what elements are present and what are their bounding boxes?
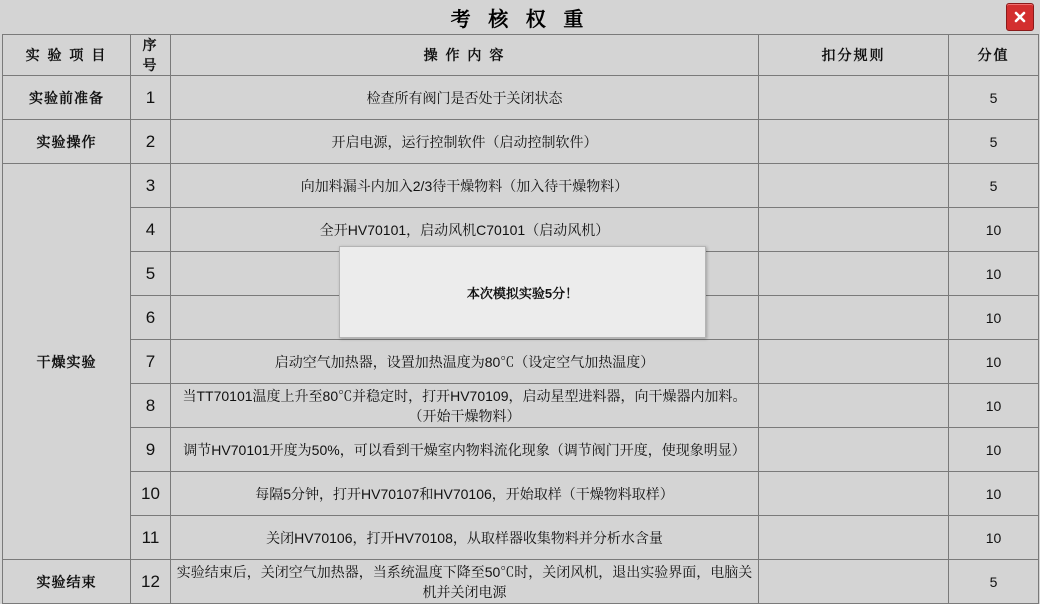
header-deduction-rule: 扣分规则: [759, 35, 949, 76]
cell-sequence: 4: [131, 208, 171, 252]
cell-sequence: 11: [131, 516, 171, 560]
header-experiment-item: 实 验 项 目: [3, 35, 131, 76]
close-icon: [1012, 9, 1028, 25]
cell-score: 10: [949, 384, 1039, 428]
cell-deduction: [759, 76, 949, 120]
cell-score: 10: [949, 296, 1039, 340]
cell-content: 启动空气加热器，设置加热温度为80℃（设定空气加热温度）: [171, 340, 759, 384]
cell-content: 每隔5分钟，打开HV70107和HV70106，开始取样（干燥物料取样）: [171, 472, 759, 516]
cell-sequence: 10: [131, 472, 171, 516]
cell-score: 5: [949, 120, 1039, 164]
dialog-message: 本次模拟实验5分！: [466, 285, 579, 301]
cell-score: 10: [949, 516, 1039, 560]
table-row: [3, 208, 1039, 252]
cell-score: 10: [949, 208, 1039, 252]
cell-score: 10: [949, 252, 1039, 296]
cell-content: 当TT70101温度上升至80℃并稳定时，打开HV70109，启动星型进料器，向干燥器内加料。（开始干燥物料）: [171, 384, 759, 428]
cell-sequence: 3: [131, 164, 171, 208]
close-button[interactable]: [1006, 3, 1034, 31]
cell-score: 10: [949, 472, 1039, 516]
cell-deduction: [759, 340, 949, 384]
cell-category: 干燥实验: [3, 164, 131, 560]
cell-score: 5: [949, 76, 1039, 120]
table-row: [3, 384, 1039, 428]
table-row: [3, 120, 1039, 164]
cell-deduction: [759, 516, 949, 560]
cell-sequence: 6: [131, 296, 171, 340]
header-operation-content: 操 作 内 容: [171, 35, 759, 76]
cell-score: 5: [949, 560, 1039, 604]
cell-content: 调节HV70101开度为50%，可以看到干燥室内物料流化现象（调节阀门开度，使现象明显）: [171, 428, 759, 472]
cell-score: 5: [949, 164, 1039, 208]
cell-content: 向加料漏斗内加入2/3待干燥物料（加入待干燥物料）: [171, 164, 759, 208]
table-row: [3, 428, 1039, 472]
cell-deduction: [759, 560, 949, 604]
cell-content: 实验结束后，关闭空气加热器，当系统温度下降至50℃时，关闭风机，退出实验界面，电脑关机并关闭电源: [171, 560, 759, 604]
header-sequence: 序号: [131, 35, 171, 76]
table-row: [3, 340, 1039, 384]
table-row: [3, 516, 1039, 560]
cell-deduction: [759, 164, 949, 208]
cell-sequence: 12: [131, 560, 171, 604]
cell-content: 全开HV70101，启动风机C70101（启动风机）: [171, 208, 759, 252]
cell-sequence: 8: [131, 384, 171, 428]
cell-deduction: [759, 252, 949, 296]
cell-category: 实验前准备: [3, 76, 131, 120]
page-title: 考 核 权 重: [450, 8, 590, 31]
cell-content: 开启电源，运行控制软件（启动控制软件）: [171, 120, 759, 164]
cell-content: 检查所有阀门是否处于关闭状态: [171, 76, 759, 120]
window-titlebar: [0, 0, 1040, 34]
result-dialog: [339, 246, 706, 338]
cell-deduction: [759, 472, 949, 516]
cell-deduction: [759, 384, 949, 428]
cell-category: 实验结束: [3, 560, 131, 604]
table-row: [3, 164, 1039, 208]
table-row: [3, 76, 1039, 120]
table-header-row: [3, 35, 1039, 76]
cell-sequence: 7: [131, 340, 171, 384]
cell-content: 关闭HV70106，打开HV70108，从取样器收集物料并分析水含量: [171, 516, 759, 560]
table-row: [3, 472, 1039, 516]
cell-score: 10: [949, 428, 1039, 472]
table-row: [3, 560, 1039, 604]
cell-deduction: [759, 120, 949, 164]
cell-deduction: [759, 428, 949, 472]
cell-sequence: 1: [131, 76, 171, 120]
cell-sequence: 5: [131, 252, 171, 296]
cell-sequence: 9: [131, 428, 171, 472]
header-score: 分值: [949, 35, 1039, 76]
cell-sequence: 2: [131, 120, 171, 164]
cell-score: 10: [949, 340, 1039, 384]
cell-deduction: [759, 208, 949, 252]
cell-deduction: [759, 296, 949, 340]
cell-category: 实验操作: [3, 120, 131, 164]
